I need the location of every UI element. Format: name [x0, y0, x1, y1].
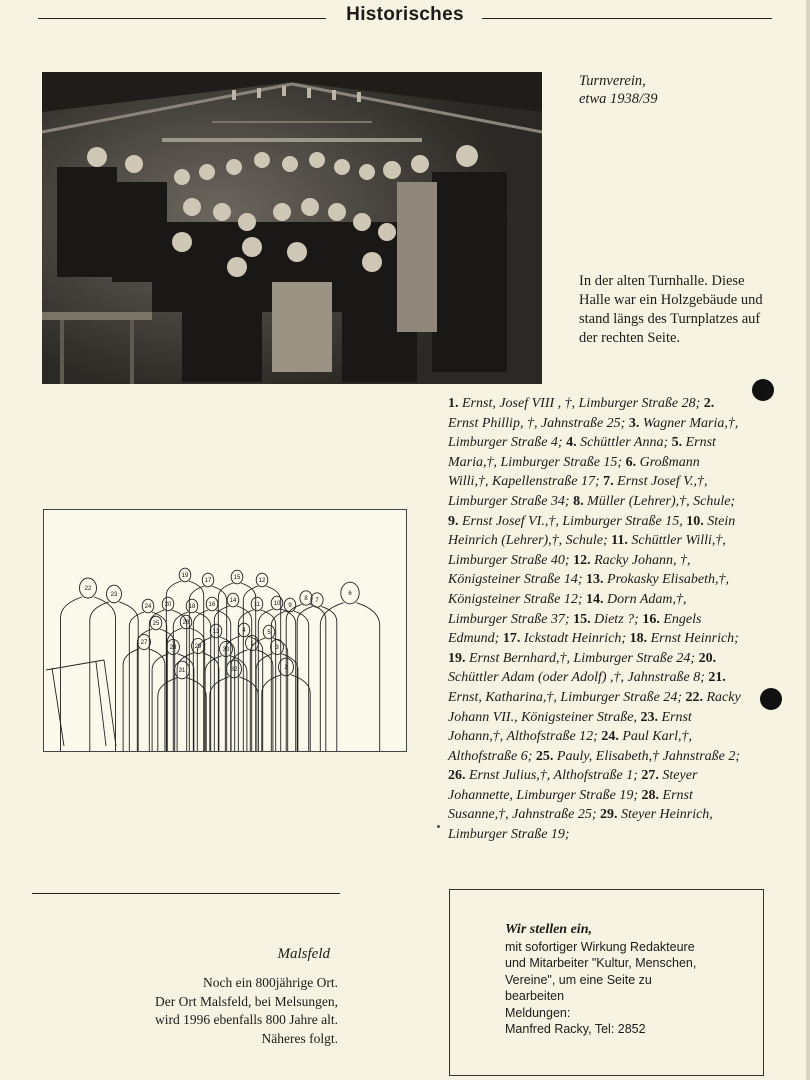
figure-silhouette-body: [129, 612, 166, 751]
name-number: 29.: [600, 807, 618, 823]
name-number: 26.: [448, 768, 466, 784]
name-number: 1.: [448, 396, 459, 411]
name-entry: Schüttler Adam (oder Adolf) ,†, Jahnstraße 8;: [448, 670, 709, 686]
caption-line-2: etwa 1938/39: [579, 91, 658, 107]
figure-silhouette-body: [210, 677, 258, 751]
name-entry: Ernst Bernhard,†, Limburger Straße 24;: [465, 650, 699, 666]
figure-number-label: 29: [194, 644, 202, 650]
name-number: 14.: [586, 591, 604, 607]
group-photo: [42, 72, 542, 384]
name-number: 28.: [641, 787, 660, 803]
header-rule-right: [482, 18, 772, 19]
figure-number-label: 7: [315, 598, 319, 604]
figure-number-label: 15: [233, 575, 241, 581]
figure-number-label: 19: [181, 573, 189, 579]
figure-number-label: 20: [164, 602, 172, 608]
figure-number-label: 28: [169, 645, 177, 651]
speck-mark: [437, 825, 440, 828]
figure-number-label: 22: [84, 586, 92, 592]
name-entry: Dorn Adam,†, Limburger Straße 37;: [448, 591, 687, 627]
job-ad-box: [449, 889, 764, 1076]
name-entry: Prokasky Elisabeth,†, Königsteiner Straße 12;: [448, 572, 729, 607]
name-number: 3.: [628, 415, 640, 431]
figure-silhouette-body: [214, 606, 251, 751]
figure-number-label: 26: [182, 620, 190, 626]
name-number: 11.: [611, 533, 628, 549]
job-ad-line-6: Manfred Racky, Tel: 2852: [505, 1022, 646, 1036]
figure-number-label: 5: [267, 630, 271, 636]
figure-number-label: 6: [348, 591, 352, 597]
name-number: 8.: [573, 493, 584, 509]
figure-number-label: 14: [229, 598, 237, 604]
figure-number-label: 16: [208, 602, 216, 608]
malsfeld-text: [100, 974, 338, 1048]
figure-number-label: 25: [152, 621, 160, 627]
name-number: 4.: [566, 435, 577, 451]
name-entry: Schüttler Willi,†, Limburger Straße 40;: [448, 533, 726, 568]
name-number: 2.: [703, 396, 715, 411]
figure-number-label: 2: [284, 665, 288, 671]
name-entry: Großmann Willi,†, Kapellenstraße 17;: [448, 454, 700, 490]
section-title: Historisches: [346, 4, 464, 25]
name-entry: Paul Karl,†, Althofstraße 6;: [448, 729, 692, 764]
name-entry: Racky Johann, †, Königsteiner Straße 14;: [448, 552, 691, 588]
name-entry: Engels Edmund;: [448, 611, 702, 647]
malsfeld-title: Malsfeld: [277, 946, 330, 962]
figure-number-label: 30: [222, 647, 230, 653]
name-entry: Pauly, Elisabeth,† Jahnstraße 2;: [553, 748, 741, 764]
figure-number-label: 18: [188, 604, 196, 610]
name-entry: Ernst, Josef VIII , †, Limburger Straße 28;: [458, 396, 704, 411]
name-entry: Ernst Maria,†, Limburger Straße 15;: [448, 435, 716, 470]
name-entry: Ernst, Katharina,†, Limburger Straße 24;: [448, 689, 686, 705]
photo-caption: [579, 72, 779, 108]
name-entry: Wagner Maria,†, Limburger Straße 4;: [448, 415, 739, 451]
page-edge: [806, 0, 810, 1080]
name-entry: Ickstadt Heinrich;: [520, 631, 630, 647]
malsfeld-line-3: wird 1996 ebenfalls 800 Jahre alt.: [155, 1012, 338, 1028]
figure-number-label: 12: [258, 578, 266, 584]
figure-number-label: 24: [144, 604, 152, 610]
name-number: 15.: [573, 611, 591, 627]
figure-silhouette-body: [189, 586, 226, 751]
figure-number-label: 17: [204, 578, 212, 584]
header-rule-left: [38, 18, 326, 19]
name-number: 7.: [603, 474, 614, 490]
name-number: 17.: [502, 631, 521, 647]
name-entry: Ernst Josef VI.,†, Limburger Straße 15,: [458, 513, 687, 529]
figure-number-label: 27: [140, 640, 148, 646]
name-number: 20.: [698, 650, 717, 666]
malsfeld-line-4: Näheres folgt.: [261, 1030, 338, 1046]
figure-number-label: 8: [304, 596, 308, 602]
name-entry: Stein Heinrich (Lehrer),†, Schule;: [448, 513, 736, 549]
figure-silhouette-body: [258, 609, 295, 751]
figure-number-label: 31: [178, 668, 186, 674]
figure-silhouette-body: [149, 610, 186, 751]
malsfeld-line-1: Noch ein 800jährige Ort.: [203, 975, 338, 990]
name-number: 16.: [642, 611, 660, 627]
caption-line-1: Turnverein,: [579, 73, 646, 89]
group-photo-image: [42, 72, 542, 384]
name-number: 6.: [625, 454, 637, 470]
figure-number-label: 3: [275, 645, 279, 651]
name-entry: Ernst Phillip, †, Jahnstraße 25;: [448, 415, 629, 431]
punch-hole-top: [752, 379, 774, 401]
section-rule: [32, 893, 340, 894]
name-number: 21.: [708, 670, 726, 686]
figure-silhouette-body: [297, 606, 337, 751]
figure-number-label: 32: [230, 667, 238, 673]
name-entry: Ernst Julius,†, Althofstraße 1;: [465, 768, 642, 784]
name-number: 13.: [586, 572, 604, 588]
name-number: 22.: [685, 689, 703, 705]
job-ad-title: Wir stellen ein,: [505, 922, 592, 937]
figure-silhouette-body: [194, 637, 234, 751]
name-entry: Ernst Josef V.,†, Limburger Straße 34;: [448, 474, 708, 509]
job-ad-line-5: Meldungen:: [505, 1005, 571, 1020]
malsfeld-line-2: Der Ort Malsfeld, bei Melsungen,: [155, 993, 338, 1009]
name-number: 25.: [535, 748, 554, 764]
names-list: [448, 394, 743, 845]
figure-number-label: 10: [273, 601, 281, 607]
figure-number-label: 23: [110, 592, 118, 598]
name-number: 10.: [686, 513, 704, 529]
figure-number-label: 11: [253, 602, 261, 608]
name-entry: Müller (Lehrer),†, Schule;: [583, 493, 736, 509]
name-entry: Steyer Johannette, Limburger Straße 19;: [448, 768, 698, 803]
name-entry: Ernst Johann,†, Althofstraße 12;: [448, 709, 692, 745]
job-ad-line-4: bearbeiten: [505, 989, 565, 1003]
figure-silhouette-body: [61, 597, 116, 751]
job-ad-line-2: und Mitarbeiter "Kultur, Menschen,: [505, 956, 697, 970]
job-ad-content: [505, 922, 755, 1038]
figure-number-label: 13: [212, 629, 220, 635]
name-number: 23.: [640, 709, 658, 725]
name-number: 27.: [641, 768, 659, 784]
name-number: 19.: [448, 650, 466, 666]
name-entry: Racky Johann VII., Königsteiner Straße,: [448, 689, 741, 725]
name-entry: Ernst Susanne,†, Jahnstraße 25;: [448, 787, 693, 823]
punch-hole-bottom: [760, 688, 782, 710]
name-number: 5.: [671, 435, 683, 451]
name-entry: Schüttler Anna;: [576, 435, 672, 451]
identification-diagram: [43, 509, 407, 752]
job-ad-line-3: Vereine", um eine Seite zu: [505, 972, 652, 987]
job-ad-line-1: mit sofortiger Wirkung Redakteure: [505, 939, 695, 954]
figure-silhouette-body: [320, 603, 379, 751]
figure-silhouette-body: [205, 656, 247, 751]
name-number: 24.: [601, 729, 619, 745]
name-entry: Ernst Heinrich;: [647, 631, 739, 647]
name-number: 12.: [573, 552, 591, 568]
name-entry: Dietz ?;: [590, 611, 643, 627]
figure-number-label: 1: [250, 641, 254, 647]
photo-description: In der alten Turnhalle. Diese Halle war ein Holzgebäude und stand längs des Turnplatzes auf der rechten Seite.: [579, 273, 763, 346]
diagram-drawing: [44, 510, 406, 751]
name-entry: Steyer Heinrich, Limburger Straße 19;: [448, 807, 713, 843]
name-number: 9.: [448, 513, 459, 529]
figure-number-label: 4: [242, 628, 246, 634]
name-number: 18.: [629, 631, 648, 647]
figure-number-label: 9: [288, 603, 292, 609]
